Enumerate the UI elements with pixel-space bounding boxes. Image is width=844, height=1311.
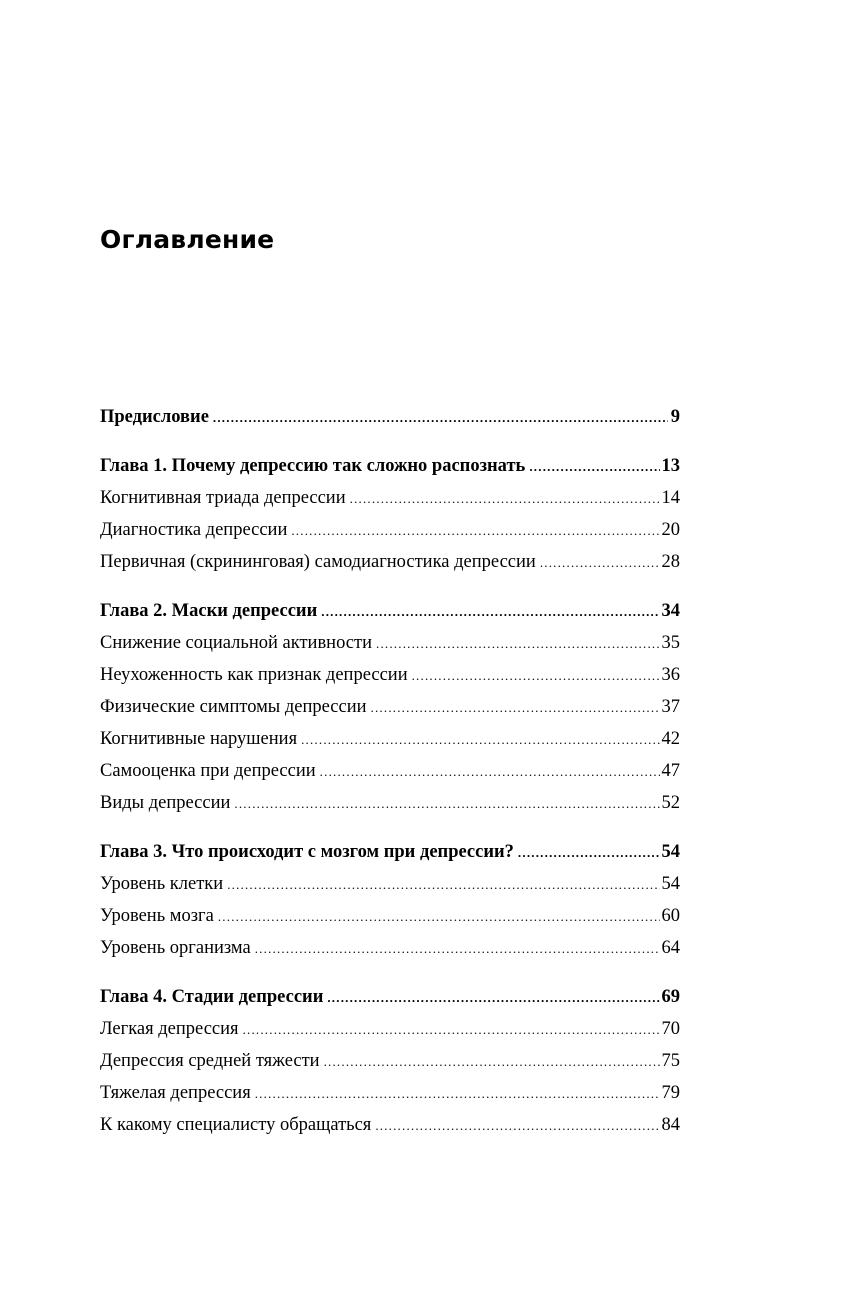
toc-entry-title: Диагностика депрессии [100,520,288,540]
dot-leader [324,1046,660,1078]
dot-leader [218,901,660,933]
toc-entry-title: Когнитивные нарушения [100,729,298,749]
toc-entry-section[interactable] [100,514,680,546]
toc-entry-section[interactable] [100,900,680,932]
dot-leader [327,982,659,1014]
dot-leader [234,788,659,820]
toc-page-number: 47 [661,761,680,781]
toc-entry-title: Глава 3. Что происходит с мозгом при депрессии? [100,842,514,862]
dot-leader [291,515,659,547]
toc-entry-title: К какому специалисту обращаться [100,1115,372,1135]
toc-entry-title: Глава 2. Маски депрессии [100,601,318,621]
dot-leader [255,933,660,965]
toc-entry-title: Когнитивная триада депрессии [100,488,346,508]
toc-entry-section[interactable] [100,1013,680,1045]
toc-entry-section[interactable] [100,691,680,723]
toc-entry-title: Глава 1. Почему депрессию так сложно распознать [100,456,526,476]
toc-entry-section[interactable] [100,755,680,787]
toc-entry-section[interactable] [100,723,680,755]
toc-entry-title: Уровень мозга [100,906,214,926]
toc-entry-title: Неухоженность как признак депрессии [100,665,408,685]
toc-entry-section[interactable] [100,627,680,659]
dot-leader [375,1110,659,1142]
toc-entry-chapter-1[interactable] [100,450,680,482]
toc-entry-title: Глава 4. Стадии депрессии [100,987,324,1007]
page-title: Оглавление [100,225,275,254]
dot-leader [301,724,659,756]
toc-page-number: 75 [661,1051,680,1071]
toc-entry-section[interactable] [100,482,680,514]
toc-page-number: 35 [661,633,680,653]
toc-entry-title: Физические симптомы депрессии [100,697,367,717]
toc-page-number: 52 [661,793,680,813]
toc-entry-section[interactable] [100,659,680,691]
toc-entry-preface[interactable] [100,401,680,433]
toc-entry-chapter-3[interactable] [100,836,680,868]
toc-page-number: 54 [661,842,680,862]
toc-entry-section[interactable] [100,546,680,578]
toc-page-number: 9 [670,407,680,427]
toc-entry-title: Самооценка при депрессии [100,761,316,781]
toc-page-number: 34 [661,601,680,621]
dot-leader [371,692,660,724]
dot-leader [243,1014,660,1046]
toc-entry-title: Депрессия средней тяжести [100,1051,320,1071]
toc-page-number: 60 [661,906,680,926]
dot-leader [213,402,668,434]
toc-page-number: 70 [661,1019,680,1039]
toc-entry-section[interactable] [100,868,680,900]
toc-entry-section[interactable] [100,1077,680,1109]
toc-page-number: 42 [661,729,680,749]
toc-entry-section[interactable] [100,1045,680,1077]
toc-entry-section[interactable] [100,1109,680,1141]
toc-page-number: 13 [661,456,680,476]
toc-entry-title: Легкая депрессия [100,1019,239,1039]
toc-entry-title: Виды депрессии [100,793,231,813]
toc-page-number: 14 [661,488,680,508]
dot-leader [320,756,660,788]
table-of-contents [100,401,680,1141]
toc-page-number: 20 [661,520,680,540]
toc-page-number: 28 [661,552,680,572]
toc-entry-title: Тяжелая депрессия [100,1083,251,1103]
toc-page-number: 37 [661,697,680,717]
dot-leader [529,451,659,483]
toc-page-number: 79 [661,1083,680,1103]
toc-entry-title: Первичная (скрининговая) самодиагностика депрессии [100,552,536,572]
toc-entry-title: Снижение социальной активности [100,633,372,653]
dot-leader [376,628,660,660]
toc-entry-title: Уровень клетки [100,874,224,894]
toc-entry-title: Предисловие [100,407,209,427]
dot-leader [350,483,660,515]
toc-page-number: 64 [661,938,680,958]
dot-leader [227,869,659,901]
toc-entry-chapter-4[interactable] [100,981,680,1013]
dot-leader [540,547,660,579]
toc-page-number: 36 [661,665,680,685]
toc-page-number: 54 [661,874,680,894]
dot-leader [255,1078,660,1110]
toc-entry-section[interactable] [100,932,680,964]
dot-leader [321,596,659,628]
toc-page-number: 84 [661,1115,680,1135]
toc-page-number: 69 [661,987,680,1007]
toc-entry-title: Уровень организма [100,938,251,958]
toc-entry-chapter-2[interactable] [100,595,680,627]
toc-entry-section[interactable] [100,787,680,819]
dot-leader [412,660,660,692]
dot-leader [518,837,660,869]
